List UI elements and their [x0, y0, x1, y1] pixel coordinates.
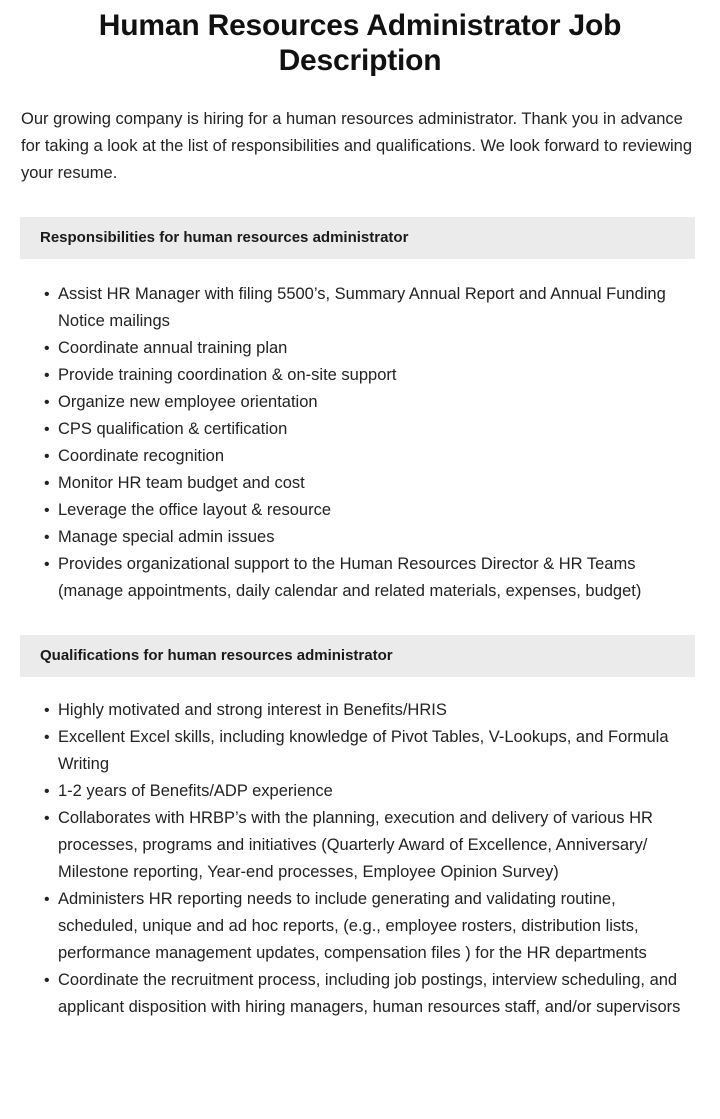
list-item: • Coordinate the recruitment process, including job postings, interview scheduling, and applicant disposition with hiring managers, human resources staff, and/or supervisors — [58, 967, 695, 1021]
list-item: • Highly motivated and strong interest in Benefits/HRIS — [58, 697, 695, 724]
list-item: • Organize new employee orientation — [58, 389, 695, 416]
list-item: • CPS qualification & certification — [58, 416, 695, 443]
list-item: • Monitor HR team budget and cost — [58, 470, 695, 497]
page-title: Human Resources Administrator Job Description — [98, 9, 622, 77]
section-heading-responsibilities: Responsibilities for human resources administrator — [20, 217, 695, 259]
list-item: • Excellent Excel skills, including knowledge of Pivot Tables, V-Lookups, and Formula Writing — [58, 724, 695, 778]
qualifications-list — [0, 677, 720, 1021]
intro-paragraph: Our growing company is hiring for a human resources administrator. Thank you in advance for taking a look at the list of responsibilities and qualifications. We look forward to reviewing your resume. — [21, 110, 693, 182]
list-item: • Leverage the office layout & resource — [58, 497, 695, 524]
responsibilities-list — [0, 259, 720, 605]
section-qualifications — [0, 635, 720, 1021]
list-item: • Provides organizational support to the Human Resources Director & HR Teams (manage appointments, daily calendar and related materials, expenses, budget) — [58, 551, 695, 605]
list-item: • 1-2 years of Benefits/ADP experience — [58, 778, 695, 805]
list-item: • Coordinate annual training plan — [58, 335, 695, 362]
list-item: • Provide training coordination & on-site support — [58, 362, 695, 389]
list-item: • Assist HR Manager with filing 5500’s, Summary Annual Report and Annual Funding Notice mailings — [58, 281, 695, 335]
list-item: • Administers HR reporting needs to include generating and validating routine, scheduled, unique and ad hoc reports, (e.g., employee rosters, distribution lists, performance management updates, compensation files ) for the HR departments — [58, 886, 695, 967]
list-item: • Coordinate recognition — [58, 443, 695, 470]
list-item: • Collaborates with HRBP’s with the planning, execution and delivery of various HR processes, programs and initiatives (Quarterly Award of Excellence, Anniversary/ Milestone reporting, Year-end processes, Employee Opinion Survey) — [58, 805, 695, 886]
section-responsibilities — [0, 217, 720, 605]
list-item: • Manage special admin issues — [58, 524, 695, 551]
bottom-spacer — [0, 1021, 720, 1039]
section-heading-qualifications: Qualifications for human resources administrator — [20, 635, 695, 677]
